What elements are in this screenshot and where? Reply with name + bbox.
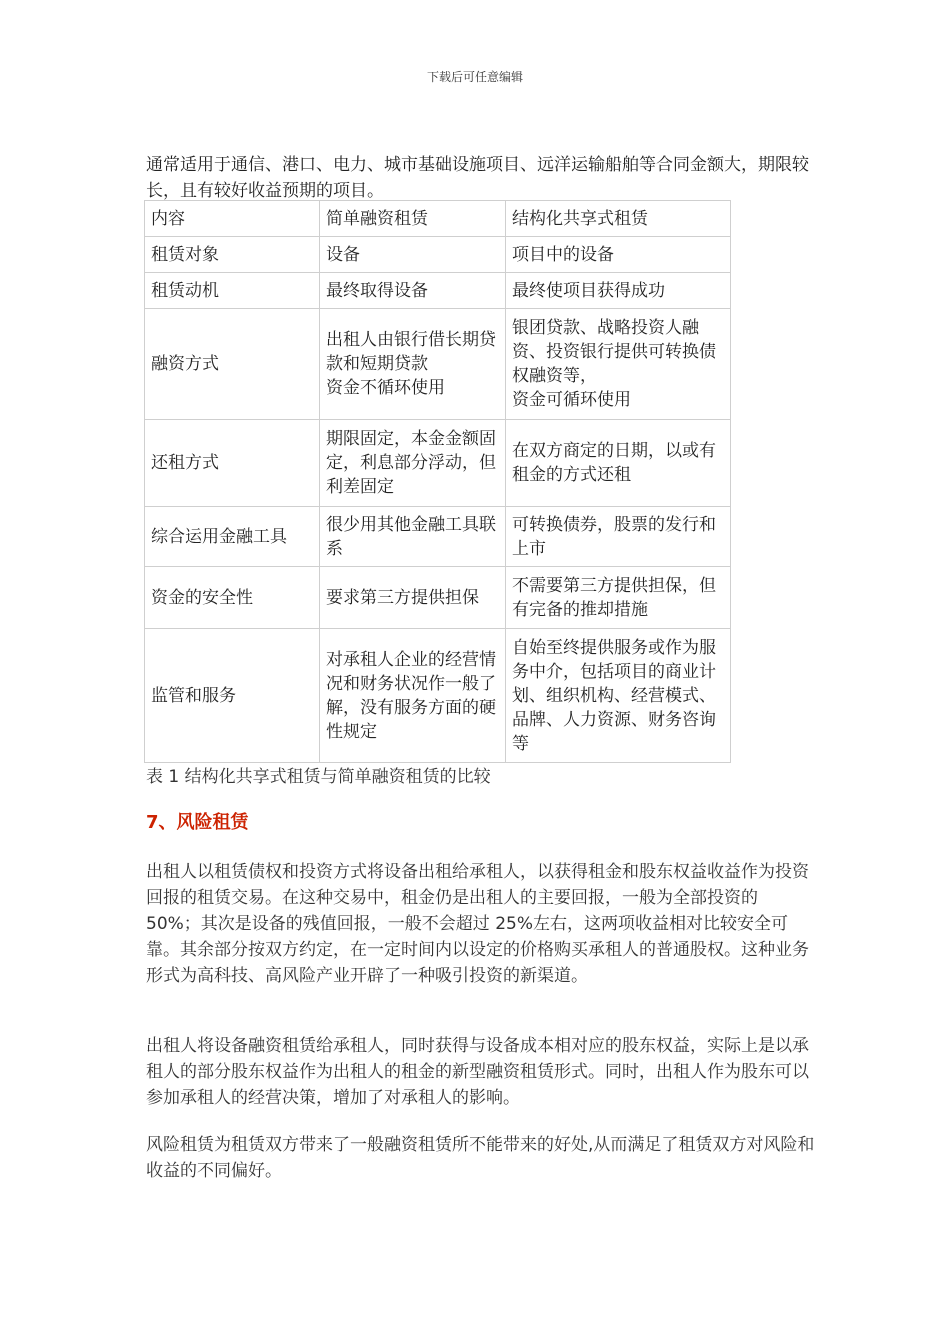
intro-paragraph: 通常适用于通信、港口、电力、城市基础设施项目、远洋运输船舶等合同金额大，期限较长，且有较好收益预期的项目。 xyxy=(146,155,809,201)
table-cell: 资金的安全性 xyxy=(145,567,320,629)
table-cell: 结构化共享式租赁 xyxy=(506,201,731,237)
comparison-table xyxy=(144,200,731,763)
table-cell: 项目中的设备 xyxy=(506,237,731,273)
table-row xyxy=(145,420,731,507)
table-cell: 最终取得设备 xyxy=(320,273,506,309)
table-cell: 租赁对象 xyxy=(145,237,320,273)
table-cell: 在双方商定的日期，以或有租金的方式还租 xyxy=(506,420,731,507)
table-cell: 不需要第三方提供担保，但有完备的推却措施 xyxy=(506,567,731,629)
body-paragraph: 出租人以租赁债权和投资方式将设备出租给承租人，以获得租金和股东权益收益作为投资回报的租赁交易。在这种交易中，租金仍是出租人的主要回报，一般为全部投资的 50%；其次是设备的残值回报，一般不会超过 25%左右，这两项收益相对比较安全可靠。其余部分按双方约定，在一定时间内以设定的价格购买承租人的普通股权。这种业务形式为高科技、高风险产业开辟了一种吸引投资的新渠道。 xyxy=(146,862,809,986)
section-heading: 7、风险租赁 xyxy=(146,812,249,833)
table-cell: 期限固定，本金金额固定，利息部分浮动，但利差固定 xyxy=(320,420,506,507)
table-row xyxy=(145,309,731,420)
table-row xyxy=(145,567,731,629)
table-row xyxy=(145,273,731,309)
table-cell: 可转换债券，股票的发行和上市 xyxy=(506,507,731,567)
table-row xyxy=(145,201,731,237)
table-cell: 综合运用金融工具 xyxy=(145,507,320,567)
table-cell: 银团贷款、战略投资人融资、投资银行提供可转换债权融资等， 资金可循环使用 xyxy=(506,309,731,420)
table-cell: 设备 xyxy=(320,237,506,273)
table-cell: 很少用其他金融工具联系 xyxy=(320,507,506,567)
table-cell: 内容 xyxy=(145,201,320,237)
table-cell: 对承租人企业的经营情况和财务状况作一般了解，没有服务方面的硬性规定 xyxy=(320,629,506,763)
body-paragraph: 风险租赁为租赁双方带来了一般融资租赁所不能带来的好处,从而满足了租赁双方对风险和收益的不同偏好。 xyxy=(146,1135,815,1181)
table-cell: 监管和服务 xyxy=(145,629,320,763)
table-cell: 要求第三方提供担保 xyxy=(320,567,506,629)
table-cell: 融资方式 xyxy=(145,309,320,420)
table-caption: 表 1 结构化共享式租赁与简单融资租赁的比较 xyxy=(146,767,491,787)
body-paragraph: 出租人将设备融资租赁给承租人，同时获得与设备成本相对应的股东权益，实际上是以承租人的部分股东权益作为出租人的租金的新型融资租赁形式。同时，出租人作为股东可以参加承租人的经营决策，增加了对承租人的影响。 xyxy=(146,1036,809,1108)
table-cell: 最终使项目获得成功 xyxy=(506,273,731,309)
table-row xyxy=(145,629,731,763)
table-row xyxy=(145,507,731,567)
table-cell: 还租方式 xyxy=(145,420,320,507)
table-cell: 自始至终提供服务或作为服务中介，包括项目的商业计划、组织机构、经营模式、品牌、人力资源、财务咨询等 xyxy=(506,629,731,763)
page-header: 下载后可任意编辑 xyxy=(426,70,523,84)
table-row xyxy=(145,237,731,273)
table-cell: 出租人由银行借长期贷款和短期贷款 资金不循环使用 xyxy=(320,309,506,420)
table-cell: 租赁动机 xyxy=(145,273,320,309)
table-cell: 简单融资租赁 xyxy=(320,201,506,237)
